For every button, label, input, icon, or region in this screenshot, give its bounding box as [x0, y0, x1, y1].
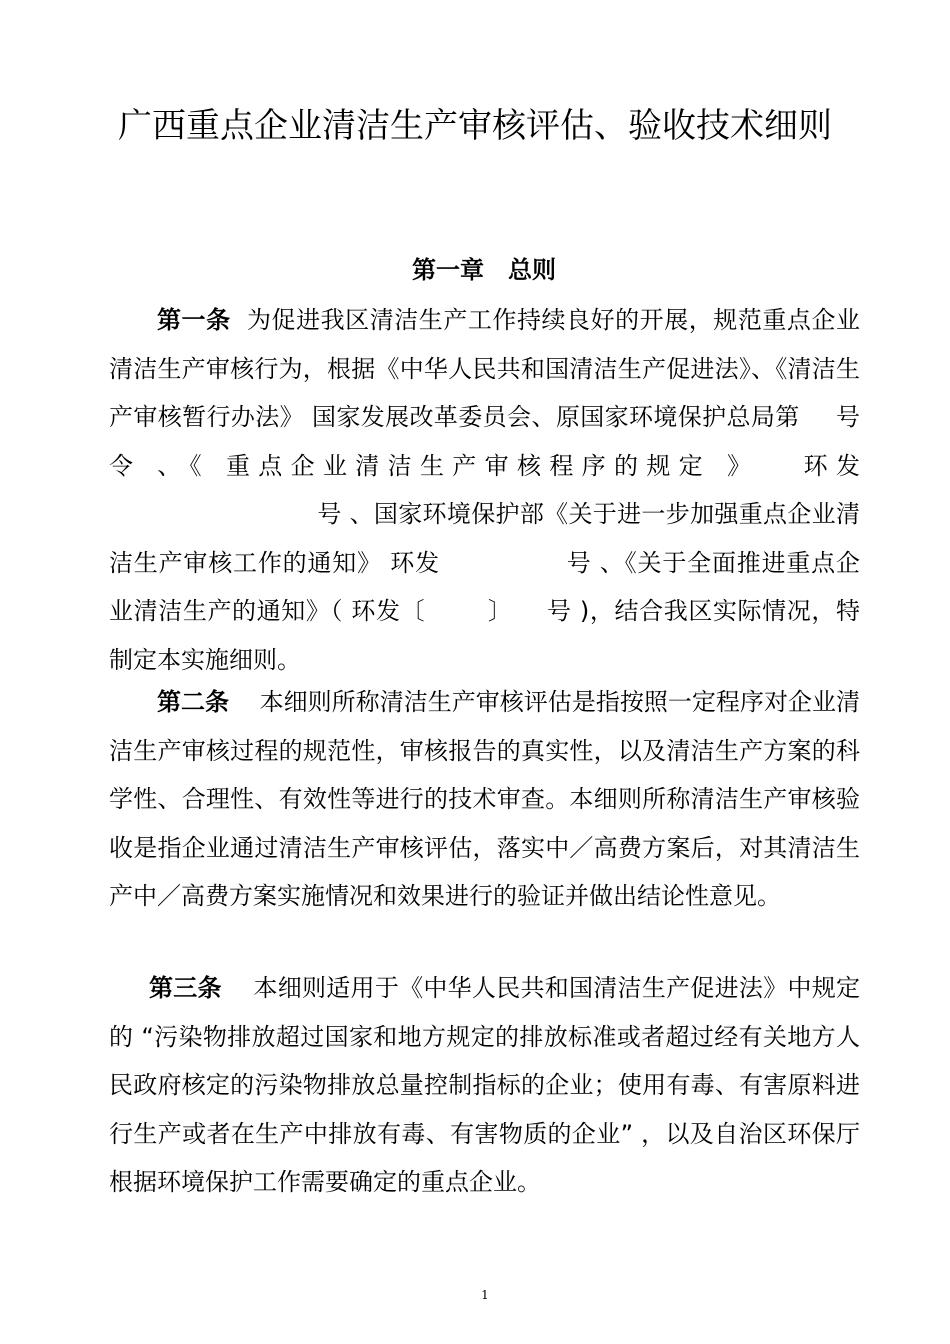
article-1-text-part-2: 号令 、《 重点企业清洁生产审核程序的规定 》 [109, 403, 860, 480]
page-number: 1 [481, 1288, 489, 1302]
article-1-text-part-4: 号 、国家环境保护部《关于进一步加强重点企业清洁生产审核工作的通知》 环发 [109, 500, 860, 577]
chapter-heading [0, 250, 950, 290]
document-title: 广西重点企业清洁生产审核评估、验收技术细则 [118, 106, 832, 146]
article-3-label: 第三条 [149, 974, 222, 1002]
article-3-text: 本细则适用于《中华人民共和国清洁生产促进法》中规定的 “污染物排放超过国家和地方规定的排放标准或者超过经有关地方人民政府核定的污染物排放总量控制指标的企业；使用有毒、有害原料进行生产或者在生产中排放有毒、有害物质的企业” ，以及自治区环保厅根据环境保护工作需要确定的重点企业。 [109, 974, 861, 1196]
chapter-name: 总则 [508, 256, 556, 284]
article-1-text-part-3: 环发 [795, 451, 861, 480]
article-1-label: 第一条 [157, 306, 231, 334]
article-3 [109, 964, 860, 1207]
article-2-label: 第二条 [157, 688, 230, 716]
chapter-number: 第一章 [412, 256, 484, 284]
article-1-text-part-1: 为促进我区清洁生产工作持续良好的开展，规范重点企业清洁生产审核行为，根据《中华人民共和国清洁生产促进法》、《清洁生产审核暂行办法》 国家发展改革委员会、原国家环境保护总局第 [109, 306, 861, 431]
article-1-text-part-7: 号 )，结合我区实际情况，特制定本实施细则。 [109, 597, 860, 674]
article-2 [109, 678, 860, 921]
article-2-text: 本细则所称清洁生产审核评估是指按照一定程序对企业清洁生产审核过程的规范性，审核报告的真实性，以及清洁生产方案的科学性、合理性、有效性等进行的技术审查。本细则所称清洁生产审核验收是指企业通过清洁生产审核评估，落实中／高费方案后，对其清洁生产中／高费方案实施情况和效果进行的验证并做出结论性意见。 [109, 688, 860, 910]
article-1-text-part-6: 〕 [487, 597, 513, 625]
article-1-text-part-5: 号 、《关于全面推进重点企业清洁生产的通知》（ 环发〔 [109, 548, 860, 625]
article-1 [109, 296, 860, 684]
